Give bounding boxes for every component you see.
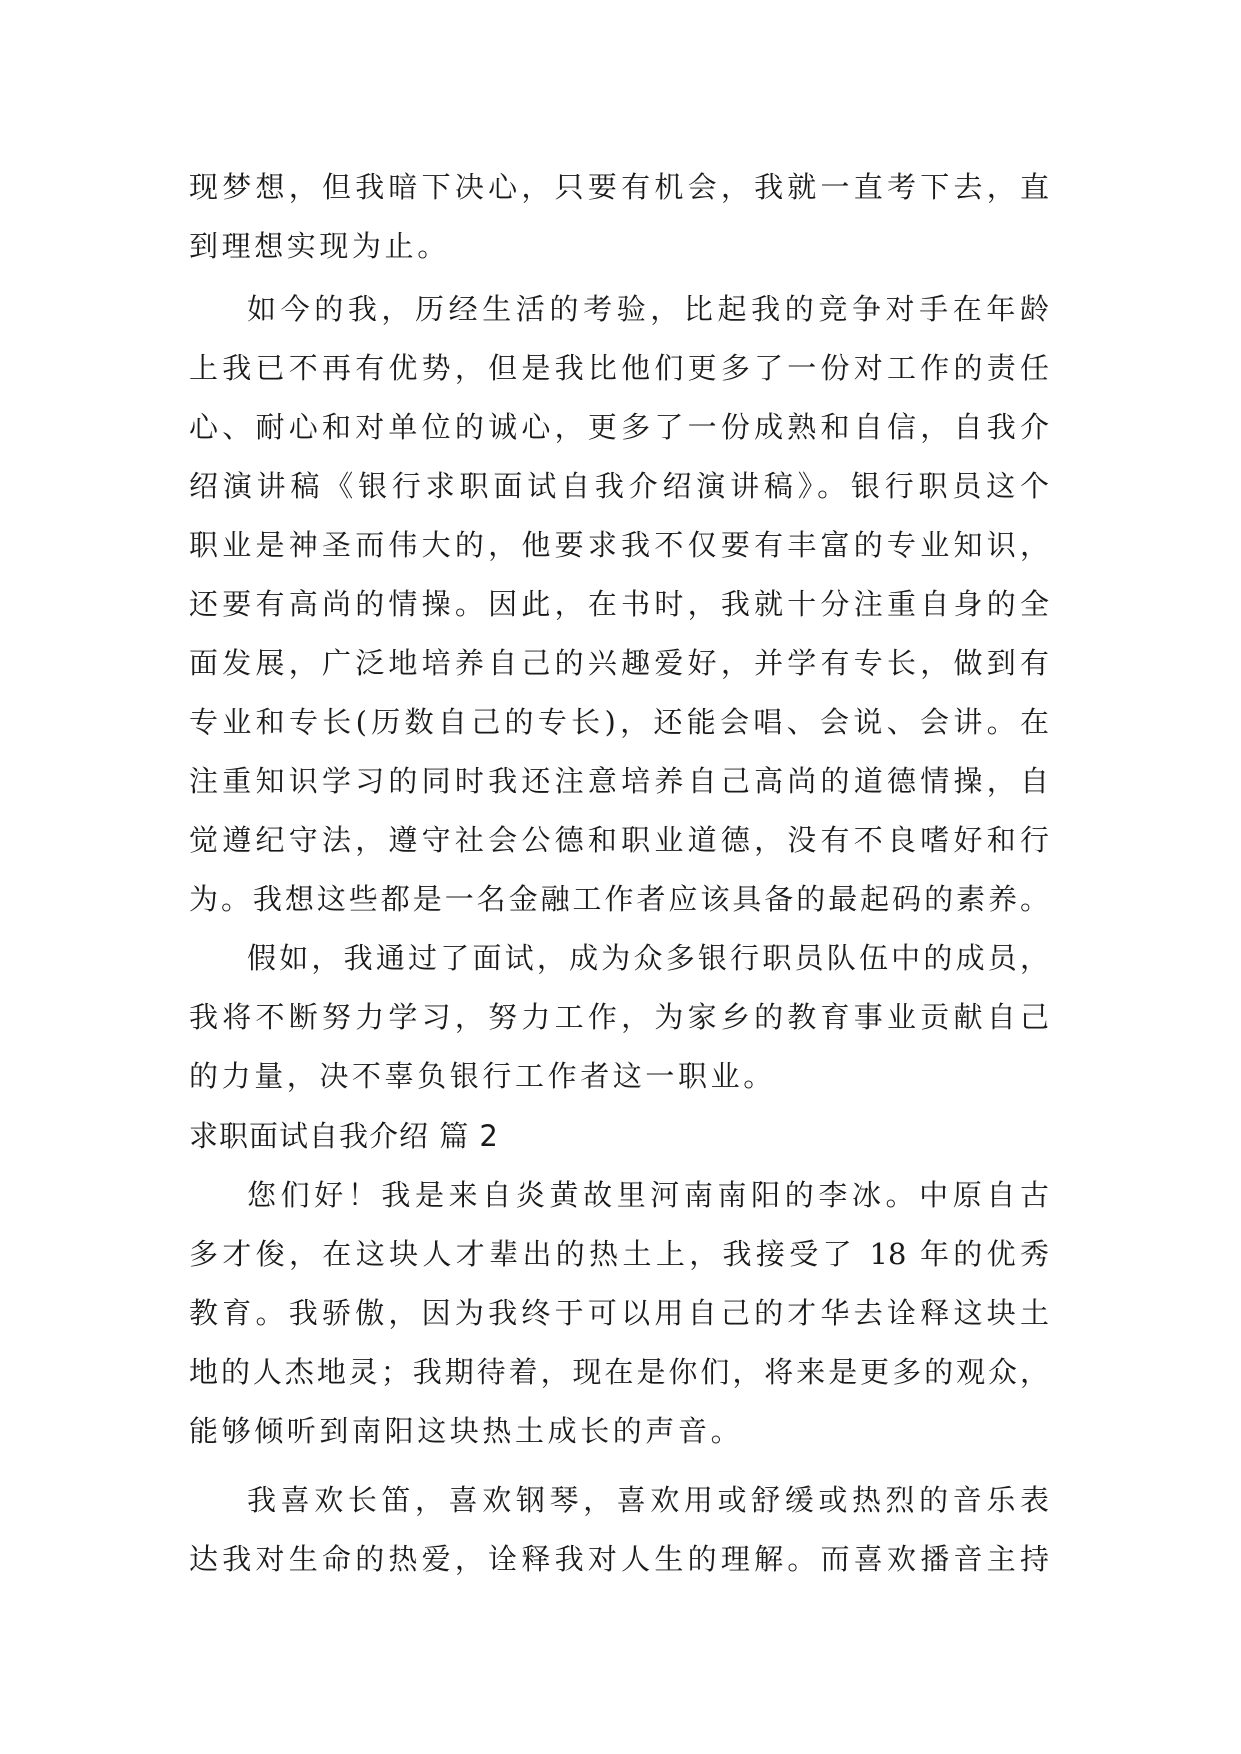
text-line: 专业和专长(历数自己的专长)，还能会唱、会说、会讲。在: [189, 705, 1049, 739]
text-line: 达我对生命的热爱，诠释我对人生的理解。而喜欢播音主持: [189, 1542, 1049, 1576]
text-line: 绍演讲稿《银行求职面试自我介绍演讲稿》。银行职员这个: [189, 469, 1049, 503]
text-line: 多才俊，在这块人才辈出的热土上，我接受了 18 年的优秀: [189, 1237, 1049, 1271]
text-line: 面发展，广泛地培养自己的兴趣爱好，并学有专长，做到有: [189, 646, 1049, 680]
text-line: 上我已不再有优势，但是我比他们更多了一份对工作的责任: [189, 351, 1049, 385]
document-page: [189, 158, 1049, 1589]
text-line: 职业是神圣而伟大的，他要求我不仅要有丰富的专业知识，: [189, 528, 1049, 562]
text-line: 我喜欢长笛，喜欢钢琴，喜欢用或舒缓或热烈的音乐表: [247, 1483, 1049, 1517]
paragraph: [189, 1166, 1049, 1461]
paragraph-continued: [189, 158, 1049, 276]
paragraph: [189, 929, 1049, 1106]
paragraph: [189, 1471, 1049, 1589]
text-line: 觉遵纪守法，遵守社会公德和职业道德，没有不良嗜好和行: [189, 823, 1049, 857]
text-line: 地的人杰地灵；我期待着，现在是你们，将来是更多的观众，: [189, 1355, 1049, 1389]
text-line: 心、耐心和对单位的诚心，更多了一份成熟和自信，自我介: [189, 410, 1049, 444]
text-line: 注重知识学习的同时我还注意培养自己高尚的道德情操，自: [189, 764, 1049, 798]
text-line: 能够倾听到南阳这块热土成长的声音。: [189, 1414, 744, 1448]
text-line: 还要有高尚的情操。因此，在书时，我就十分注重自身的全: [189, 587, 1049, 621]
text-line: 到理想实现为止。: [189, 229, 450, 263]
paragraph: [189, 280, 1049, 929]
text-line: 为。我想这些都是一名金融工作者应该具备的最起码的素养。: [189, 882, 1049, 916]
text-line: 如今的我，历经生活的考验，比起我的竞争对手在年龄: [247, 292, 1049, 326]
text-line: 您们好！我是来自炎黄故里河南南阳的李冰。中原自古: [247, 1178, 1049, 1212]
text-line: 教育。我骄傲，因为我终于可以用自己的才华去诠释这块土: [189, 1296, 1049, 1330]
section-heading: 求职面试自我介绍 篇 2: [189, 1119, 499, 1153]
text-line: 假如，我通过了面试，成为众多银行职员队伍中的成员，: [247, 941, 1049, 975]
text-line: 的力量，决不辜负银行工作者这一职业。: [189, 1059, 776, 1093]
text-line: 我将不断努力学习，努力工作，为家乡的教育事业贡献自己: [189, 1000, 1049, 1034]
text-line: 现梦想，但我暗下决心，只要有机会，我就一直考下去，直: [189, 170, 1049, 204]
